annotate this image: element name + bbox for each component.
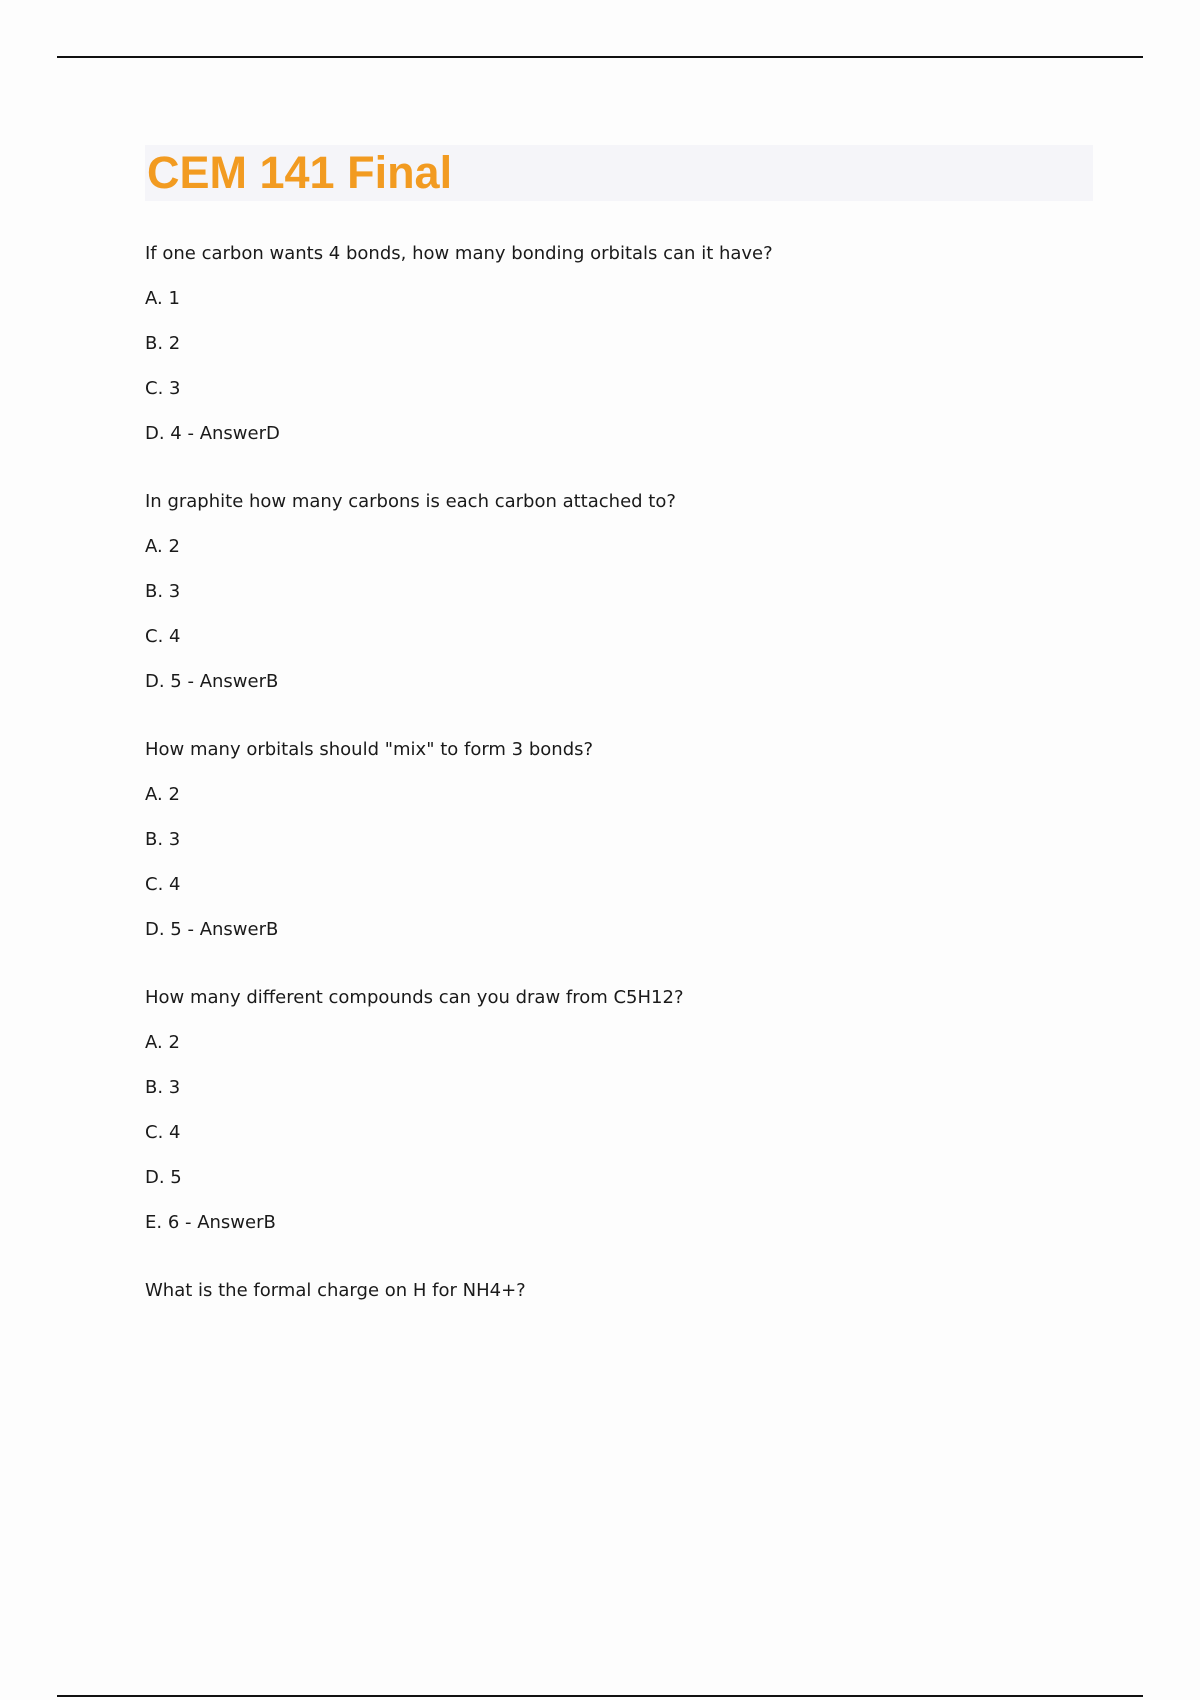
footer-rule — [57, 1695, 1143, 1697]
question-2 — [145, 491, 1093, 693]
answer-option: A. 2 — [145, 784, 180, 805]
answer-option: C. 4 — [145, 874, 181, 895]
answer-option: B. 3 — [145, 581, 181, 602]
answer-option: E. 6 - AnswerB — [145, 1212, 276, 1233]
answer-option: D. 5 - AnswerB — [145, 671, 279, 692]
title-band — [145, 145, 1093, 201]
answer-option: A. 2 — [145, 536, 180, 557]
question-text: In graphite how many carbons is each carbon attached to? — [145, 491, 676, 512]
answer-option: B. 3 — [145, 1077, 181, 1098]
document-body — [145, 145, 1093, 1348]
question-1 — [145, 243, 1093, 445]
document-title: CEM 141 Final — [147, 147, 453, 198]
answer-option: B. 2 — [145, 333, 181, 354]
answer-option: C. 4 — [145, 1122, 181, 1143]
answer-option: A. 1 — [145, 288, 180, 309]
header-rule — [57, 56, 1143, 58]
question-text: What is the formal charge on H for NH4+? — [145, 1280, 526, 1301]
question-text: If one carbon wants 4 bonds, how many bonding orbitals can it have? — [145, 243, 773, 264]
answer-option: C. 3 — [145, 378, 181, 399]
question-list — [145, 243, 1093, 1302]
answer-option: D. 4 - AnswerD — [145, 423, 280, 444]
answer-option: B. 3 — [145, 829, 181, 850]
answer-option: C. 4 — [145, 626, 181, 647]
question-text: How many orbitals should "mix" to form 3 bonds? — [145, 739, 594, 760]
question-text: How many different compounds can you draw from C5H12? — [145, 987, 684, 1008]
answer-option: A. 2 — [145, 1032, 180, 1053]
question-5 — [145, 1280, 1093, 1302]
question-3 — [145, 739, 1093, 941]
question-4 — [145, 987, 1093, 1234]
answer-option: D. 5 - AnswerB — [145, 919, 279, 940]
answer-option: D. 5 — [145, 1167, 182, 1188]
